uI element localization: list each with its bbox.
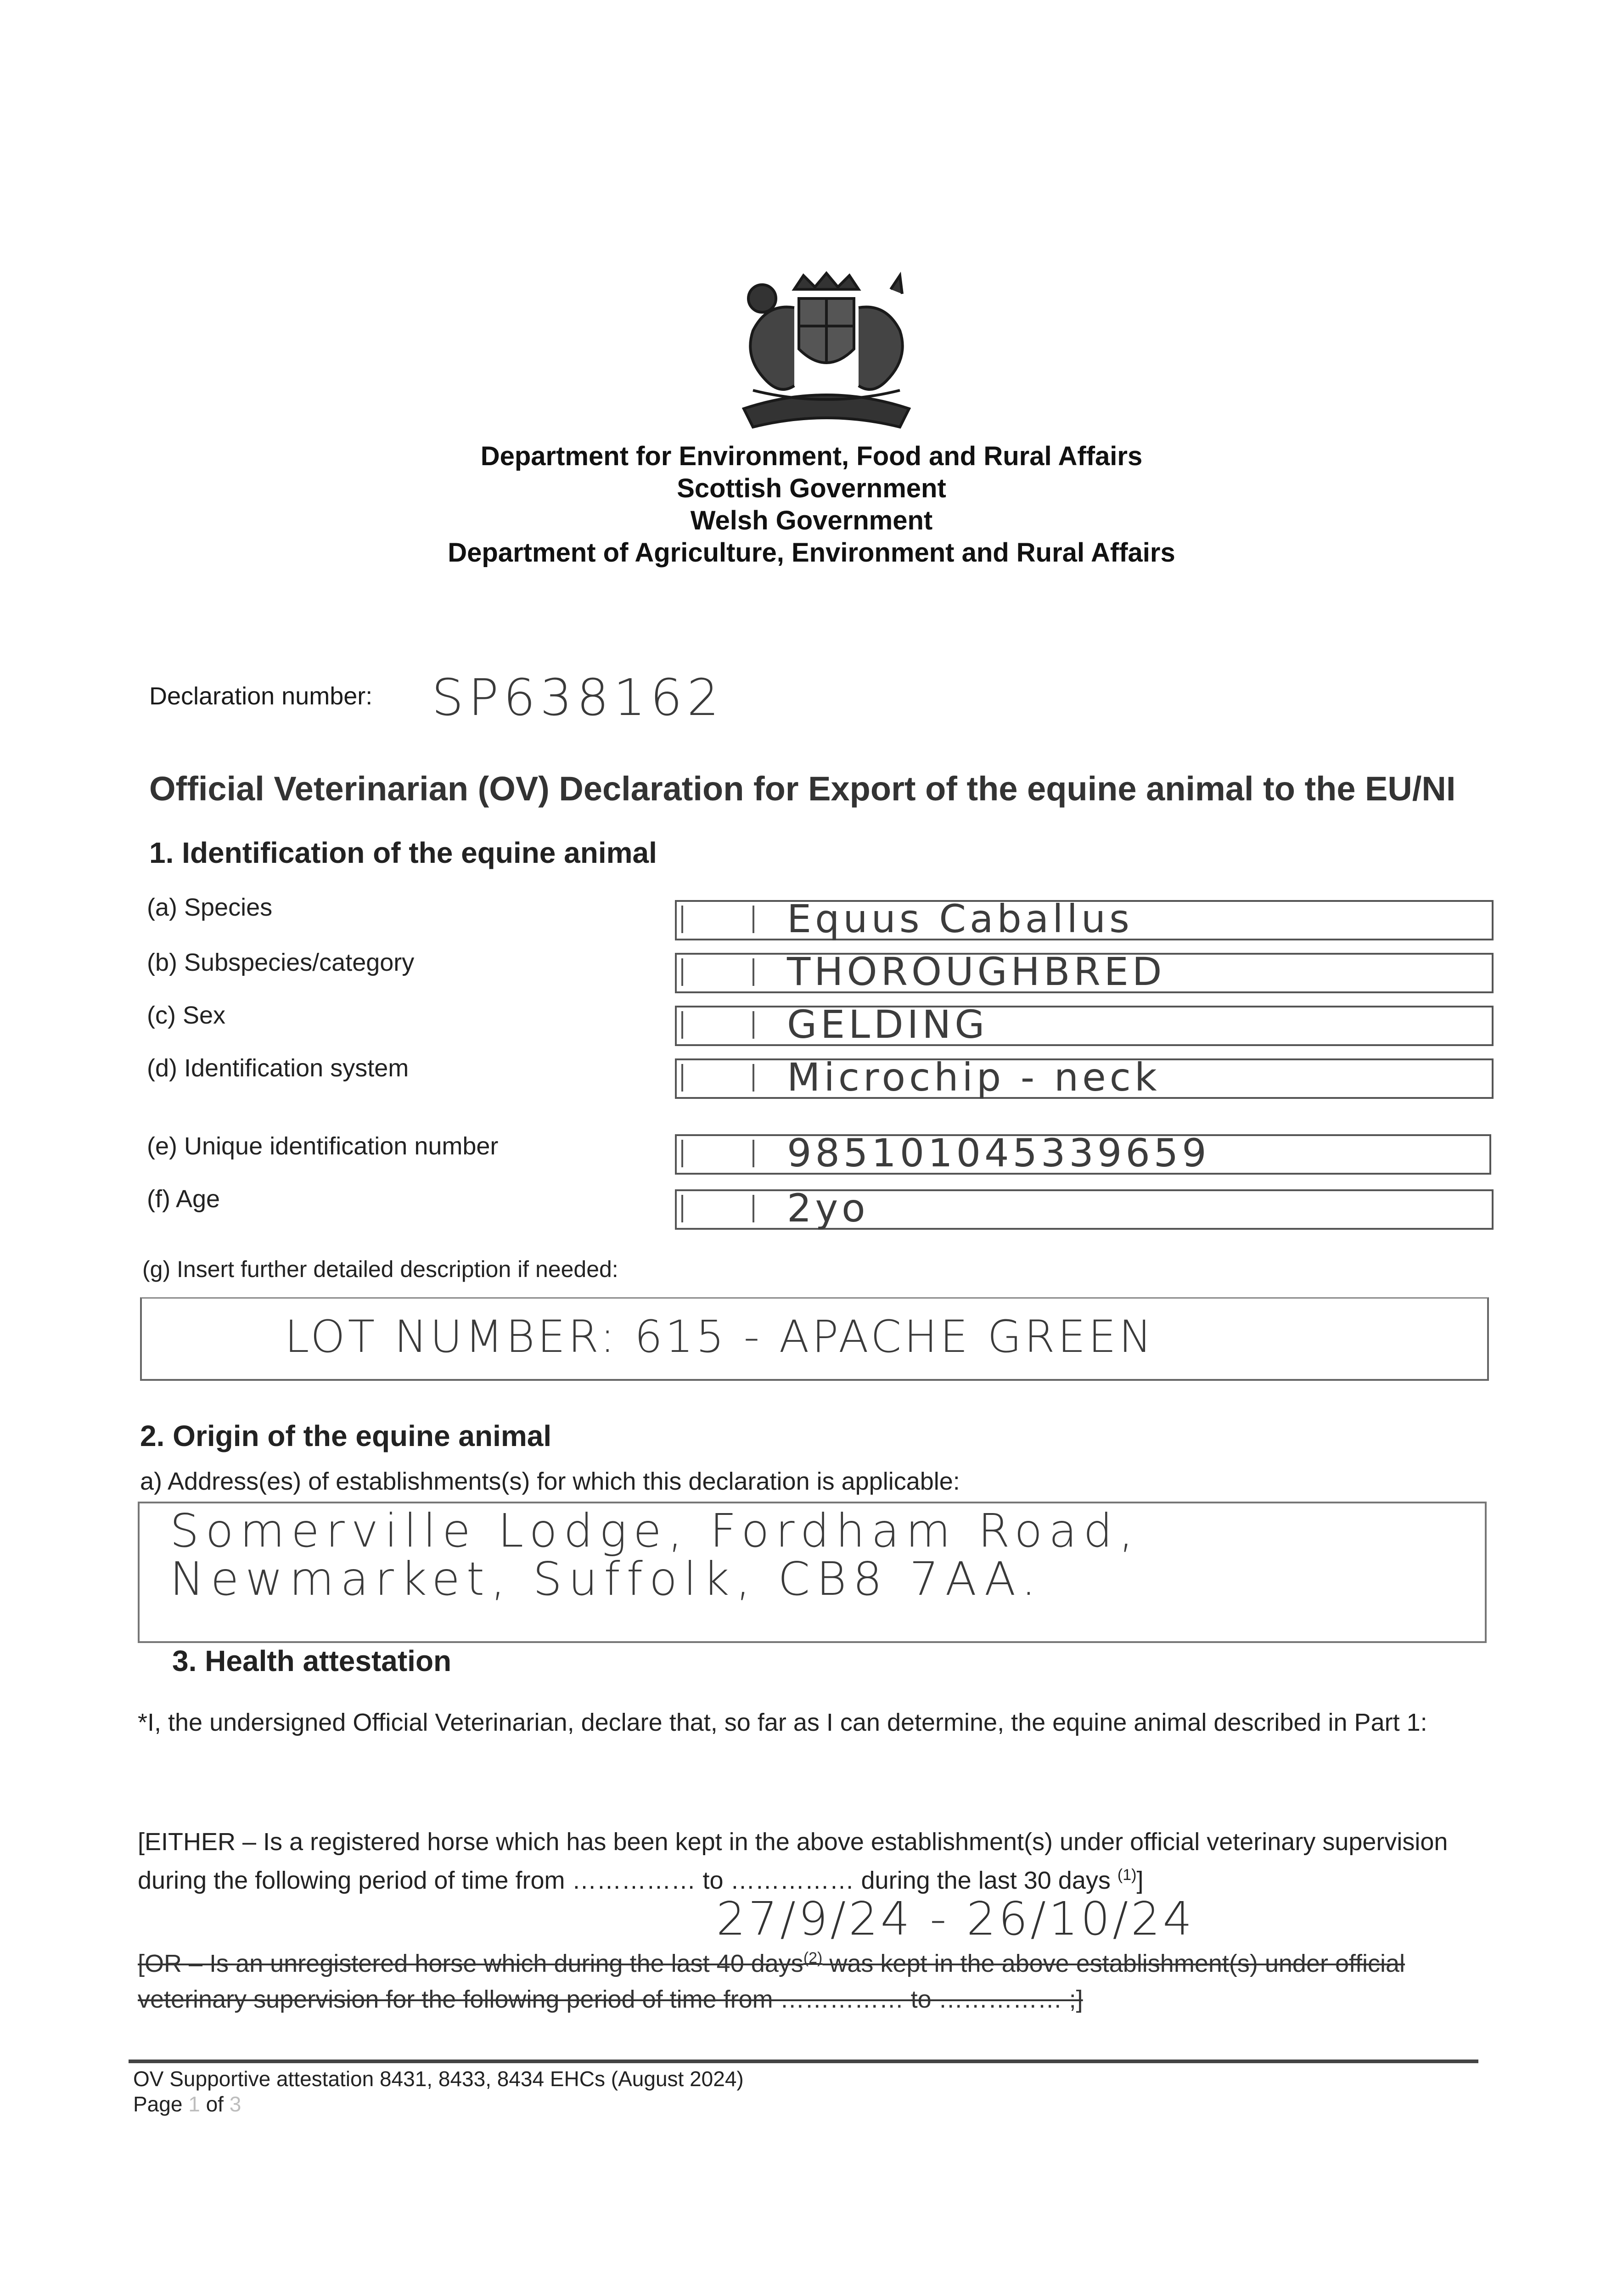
further-description-value: LOT NUMBER: 615 - APACHE GREEN (285, 1311, 1155, 1362)
section-1-title: 1. Identification of the equine animal (149, 836, 657, 869)
or-clause-struck (138, 1940, 1483, 2017)
either-footnote-ref: (1) (1117, 1866, 1137, 1884)
identification-system-field (675, 1055, 1494, 1100)
species-value: Equus Caballus (787, 896, 1133, 941)
sex-label: (c) Sex (147, 1002, 226, 1029)
species-label: (a) Species (147, 894, 273, 921)
declaration-number-value: SP638162 (432, 668, 724, 727)
subspecies-label: (b) Subspecies/category (147, 949, 415, 976)
species-field (675, 896, 1494, 941)
department-welsh-government: Welsh Government (690, 506, 933, 535)
page-current: 1 (188, 2092, 200, 2116)
royal-coat-of-arms-crest (725, 271, 927, 441)
unique-id-field (675, 1131, 1491, 1176)
identification-system-value: Microchip - neck (787, 1055, 1161, 1100)
identification-system-label: (d) Identification system (147, 1054, 409, 1082)
age-field (675, 1186, 1494, 1231)
further-description-label: (g) Insert further detailed description if needed: (142, 1256, 618, 1282)
age-label: (f) Age (147, 1185, 220, 1213)
or-footnote-ref: (2) (803, 1949, 823, 1967)
address-label: a) Address(es) of establishments(s) for which this declaration is applicable: (140, 1468, 960, 1495)
page-title: Official Veterinarian (OV) Declaration for Export of the equine animal to the EU/NI (149, 770, 1456, 808)
department-defra: Department for Environment, Food and Rural Affairs (480, 441, 1143, 471)
either-clause-end: ] (1136, 1867, 1144, 1894)
address-line-2: Newmarket, Suffolk, CB8 7AA. (170, 1552, 1043, 1606)
footer-divider (129, 2060, 1478, 2063)
declaration-number-label: Declaration number: (149, 682, 373, 710)
department-scottish-government: Scottish Government (677, 473, 946, 503)
page-total: 3 (229, 2092, 241, 2116)
subspecies-field (675, 949, 1494, 994)
unique-id-label: (e) Unique identification number (147, 1132, 499, 1160)
page-of: of (200, 2092, 230, 2116)
either-clause (138, 1825, 1483, 1897)
or-clause-text-2: was kept in the above establishment(s) under official veterinary supervision for the following period of time from …………… to …………… ;] (138, 1950, 1405, 2013)
footer-attestation: OV Supportive attestation 8431, 8433, 8434 EHCs (August 2024) (133, 2067, 744, 2091)
page-number (133, 2092, 241, 2116)
subspecies-value: THOROUGHBRED (787, 949, 1166, 994)
supervision-dates: 27/9/24 - 26/10/24 (716, 1892, 1195, 1946)
age-value: 2yo (787, 1186, 869, 1231)
sex-value: GELDING (787, 1002, 988, 1047)
section-3-title: 3. Health attestation (172, 1644, 452, 1677)
or-clause-text: [OR – Is an unregistered horse which during the last 40 days (138, 1950, 803, 1977)
department-daera: Department of Agriculture, Environment and Rural Affairs (448, 538, 1175, 568)
health-attestation-intro: *I, the undersigned Official Veterinarian, declare that, so far as I can determine, the equine animal described in Part 1: (138, 1709, 1427, 1736)
sex-field (675, 1002, 1494, 1047)
page-prefix: Page (133, 2092, 189, 2116)
either-clause-text: [EITHER – Is a registered horse which has been kept in the above establishment(s) under official veterinary supervision during the following period of time from …………… to …………… during the last 30 days (138, 1828, 1448, 1894)
section-2-title: 2. Origin of the equine animal (140, 1419, 552, 1452)
address-line-1: Somerville Lodge, Fordham Road, (170, 1504, 1140, 1558)
unique-id-value: 985101045339659 (787, 1131, 1210, 1176)
